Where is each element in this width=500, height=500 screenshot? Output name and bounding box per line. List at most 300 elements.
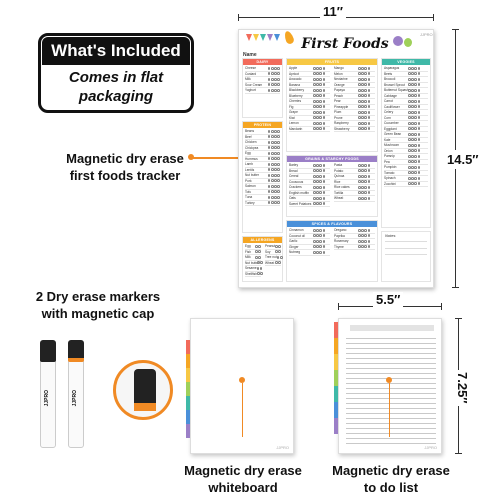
check-circle-icon[interactable] (418, 72, 421, 75)
check-circle-icon[interactable] (414, 89, 417, 92)
checkbox-dots (268, 146, 280, 149)
bunting-banner (246, 34, 280, 41)
check-circle-icon[interactable] (319, 105, 322, 108)
food-label: Garlic (289, 239, 298, 244)
check-circle-icon[interactable] (418, 100, 421, 103)
check-circle-icon[interactable] (368, 197, 371, 200)
check-circle-icon[interactable] (323, 202, 326, 205)
check-circle-icon[interactable] (277, 135, 280, 138)
tracker-width-tick-left (238, 14, 239, 21)
food-label: Cereal (289, 174, 299, 179)
check-circle-icon[interactable] (277, 201, 280, 204)
pennant-4 (267, 34, 273, 41)
checkbox-dots (358, 240, 370, 243)
check-circle-icon[interactable] (277, 179, 280, 182)
check-circle-icon[interactable] (414, 133, 417, 136)
check-circle-icon[interactable] (277, 72, 280, 75)
check-circle-icon[interactable] (277, 185, 280, 188)
check-circle-icon[interactable] (364, 122, 367, 125)
check-circle-icon[interactable] (323, 105, 326, 108)
grains-section (286, 155, 378, 217)
small-height-tick-bottom (455, 453, 462, 454)
check-circle-icon[interactable] (368, 164, 371, 167)
check-circle-icon[interactable] (368, 89, 371, 92)
protein-heading: PROTEIN (243, 122, 282, 128)
check-circle-icon[interactable] (319, 111, 322, 114)
dairy-section (242, 58, 283, 118)
check-circle-icon[interactable] (277, 83, 280, 86)
food-label: Rosemary (334, 239, 349, 244)
food-label: Wheat (265, 260, 275, 265)
check-circle-icon[interactable] (258, 256, 261, 259)
check-circle-icon[interactable] (323, 89, 326, 92)
check-circle-icon[interactable] (418, 144, 421, 147)
checkbox-dots (313, 94, 325, 97)
food-label: Mandarin (289, 126, 303, 131)
food-label: Eggplant (384, 126, 397, 131)
check-circle-icon[interactable] (414, 155, 417, 158)
whats-included-heading: What's Included (42, 37, 190, 65)
tracker-height-label: 14.5″ (447, 152, 479, 167)
food-label: Zucchini (384, 181, 396, 186)
tracker-title: First Foods (301, 36, 389, 52)
checkbox-dots (277, 256, 283, 259)
food-label: Apricot (289, 71, 299, 76)
food-label: Rice (334, 179, 341, 184)
check-circle-icon[interactable] (277, 196, 280, 199)
check-circle-icon[interactable] (319, 116, 322, 119)
check-circle-icon[interactable] (368, 72, 371, 75)
food-row (265, 261, 281, 267)
check-circle-icon[interactable] (418, 105, 421, 108)
check-circle-icon[interactable] (323, 78, 326, 81)
check-circle-icon[interactable] (368, 111, 371, 114)
check-circle-icon[interactable] (277, 157, 280, 160)
check-circle-icon[interactable] (364, 67, 367, 70)
check-circle-icon[interactable] (278, 250, 281, 253)
check-circle-icon[interactable] (418, 127, 421, 130)
checkbox-dots (358, 197, 370, 200)
check-circle-icon[interactable] (258, 245, 261, 248)
color-tab (334, 370, 338, 386)
food-label: Lemon (289, 121, 299, 126)
check-circle-icon[interactable] (364, 83, 367, 86)
check-circle-icon[interactable] (364, 127, 367, 130)
check-circle-icon[interactable] (278, 261, 281, 264)
check-circle-icon[interactable] (414, 160, 417, 163)
check-circle-icon[interactable] (277, 78, 280, 81)
tracker-name-label: Name (243, 52, 257, 58)
food-label: Nectarine (334, 77, 348, 82)
spices-list-2 (332, 227, 377, 257)
food-row (289, 127, 330, 133)
check-circle-icon[interactable] (414, 67, 417, 70)
color-tab (186, 410, 190, 424)
checkbox-dots (268, 83, 280, 86)
check-circle-icon[interactable] (319, 83, 322, 86)
tracker-callout (50, 150, 200, 184)
food-label: Turkey (245, 200, 255, 205)
check-circle-icon[interactable] (364, 100, 367, 103)
food-label: Quinoa (334, 174, 345, 179)
check-circle-icon[interactable] (277, 130, 280, 133)
check-circle-icon[interactable] (323, 127, 326, 130)
food-label: Couscous (289, 179, 304, 184)
check-circle-icon[interactable] (277, 163, 280, 166)
flat-packaging-line-2: packaging (78, 88, 154, 105)
check-circle-icon[interactable] (414, 105, 417, 108)
check-circle-icon[interactable] (414, 111, 417, 114)
check-circle-icon[interactable] (364, 169, 367, 172)
food-label: Papaya (334, 88, 345, 93)
check-circle-icon[interactable] (414, 83, 417, 86)
notes-line-1 (385, 241, 427, 242)
small-height-tick-top (455, 318, 462, 319)
checkbox-dots (408, 155, 420, 158)
small-height-label: 7.25″ (455, 372, 470, 404)
flat-packaging-line-1: Comes in flat (68, 69, 164, 86)
checkbox-dots (408, 78, 420, 81)
check-circle-icon[interactable] (368, 229, 371, 232)
food-label: Yoghurt (245, 88, 256, 93)
tracker-leader-dot (188, 154, 194, 160)
check-circle-icon[interactable] (323, 72, 326, 75)
check-circle-icon[interactable] (319, 169, 322, 172)
tracker-callout-line-1: Magnetic dry erase (66, 151, 184, 166)
checkbox-dots (268, 67, 280, 70)
checkbox-dots (275, 245, 281, 248)
check-circle-icon[interactable] (418, 177, 421, 180)
check-circle-icon[interactable] (414, 94, 417, 97)
check-circle-icon[interactable] (364, 229, 367, 232)
check-circle-icon[interactable] (414, 177, 417, 180)
check-circle-icon[interactable] (414, 182, 417, 185)
small-width-tick-right (441, 303, 442, 310)
checkbox-dots (255, 256, 261, 259)
check-circle-icon[interactable] (418, 83, 421, 86)
check-circle-icon[interactable] (323, 186, 326, 189)
check-circle-icon[interactable] (277, 141, 280, 144)
marker-orange-cap (68, 340, 84, 362)
veggies-list (382, 65, 430, 188)
checkbox-dots (313, 234, 325, 237)
food-label: Pineapple (334, 104, 349, 109)
food-label: Bread (289, 168, 298, 173)
check-circle-icon[interactable] (368, 127, 371, 130)
check-circle-icon[interactable] (368, 94, 371, 97)
check-circle-icon[interactable] (323, 245, 326, 248)
check-circle-icon[interactable] (323, 100, 326, 103)
check-circle-icon[interactable] (364, 111, 367, 114)
checkbox-dots (313, 122, 325, 125)
check-circle-icon[interactable] (364, 78, 367, 81)
notes-line-3 (385, 254, 427, 255)
check-circle-icon[interactable] (418, 67, 421, 70)
checkbox-dots (358, 111, 370, 114)
check-circle-icon[interactable] (368, 186, 371, 189)
food-label: Green Bean (384, 132, 402, 137)
check-circle-icon[interactable] (319, 180, 322, 183)
food-label: Blueberry (289, 93, 303, 98)
check-circle-icon[interactable] (319, 202, 322, 205)
checkbox-dots (358, 169, 370, 172)
check-circle-icon[interactable] (319, 72, 322, 75)
check-circle-icon[interactable] (323, 197, 326, 200)
check-circle-icon[interactable] (323, 191, 326, 194)
check-circle-icon[interactable] (319, 240, 322, 243)
check-circle-icon[interactable] (280, 256, 283, 259)
magnetic-cap-zoom (113, 360, 173, 420)
todo-line (346, 348, 436, 349)
check-circle-icon[interactable] (319, 89, 322, 92)
food-label: Broccoli (384, 77, 396, 82)
food-label: Tomato (384, 170, 395, 175)
apple-icon (404, 38, 412, 47)
notes-section (381, 231, 431, 282)
checkbox-dots (313, 116, 325, 119)
spices-heading: SPICES & FLAVOURS (287, 221, 377, 227)
check-circle-icon[interactable] (364, 94, 367, 97)
checkbox-dots (313, 105, 325, 108)
fruits-heading: FRUITS (287, 59, 377, 65)
check-circle-icon[interactable] (418, 94, 421, 97)
check-circle-icon[interactable] (368, 180, 371, 183)
check-circle-icon[interactable] (414, 72, 417, 75)
todo-leader-line (389, 383, 391, 437)
check-circle-icon[interactable] (323, 116, 326, 119)
check-circle-icon[interactable] (323, 111, 326, 114)
check-circle-icon[interactable] (368, 105, 371, 108)
food-label: Shellfish (245, 271, 258, 276)
check-circle-icon[interactable] (277, 67, 280, 70)
pennant-3 (260, 34, 266, 41)
check-circle-icon[interactable] (319, 67, 322, 70)
marker-black-brand: JJPRO (44, 390, 50, 407)
check-circle-icon[interactable] (418, 78, 421, 81)
check-circle-icon[interactable] (277, 174, 280, 177)
check-circle-icon[interactable] (364, 175, 367, 178)
check-circle-icon[interactable] (364, 116, 367, 119)
check-circle-icon[interactable] (364, 105, 367, 108)
check-circle-icon[interactable] (319, 100, 322, 103)
todo-line (346, 338, 436, 339)
food-label: Wheat (334, 196, 344, 201)
check-circle-icon[interactable] (364, 197, 367, 200)
check-circle-icon[interactable] (364, 180, 367, 183)
marker-orange-brand: JJPRO (72, 390, 78, 407)
check-circle-icon[interactable] (364, 234, 367, 237)
food-label: Cabbage (384, 93, 397, 98)
check-circle-icon[interactable] (319, 175, 322, 178)
check-circle-icon[interactable] (368, 240, 371, 243)
check-circle-icon[interactable] (414, 149, 417, 152)
check-circle-icon[interactable] (364, 164, 367, 167)
checkbox-dots (408, 166, 420, 169)
check-circle-icon[interactable] (414, 127, 417, 130)
food-label: Crackers (289, 185, 302, 190)
check-circle-icon[interactable] (364, 245, 367, 248)
food-label: Prune (334, 115, 343, 120)
food-label: Cauliflower (384, 104, 400, 109)
check-circle-icon[interactable] (323, 240, 326, 243)
check-circle-icon[interactable] (418, 160, 421, 163)
check-circle-icon[interactable] (319, 186, 322, 189)
check-circle-icon[interactable] (368, 100, 371, 103)
food-label: Blackberry (289, 88, 305, 93)
check-circle-icon[interactable] (323, 94, 326, 97)
eggplant-icon (393, 36, 403, 46)
check-circle-icon[interactable] (258, 250, 261, 253)
check-circle-icon[interactable] (323, 175, 326, 178)
check-circle-icon[interactable] (368, 234, 371, 237)
whiteboard-callout-line-1: Magnetic dry erase (184, 463, 302, 478)
checkbox-dots (268, 157, 280, 160)
check-circle-icon[interactable] (319, 229, 322, 232)
check-circle-icon[interactable] (319, 234, 322, 237)
check-circle-icon[interactable] (414, 100, 417, 103)
check-circle-icon[interactable] (368, 191, 371, 194)
checkbox-dots (408, 171, 420, 174)
checkbox-dots (313, 67, 325, 70)
food-label: Nutmeg (289, 250, 301, 255)
check-circle-icon[interactable] (277, 152, 280, 155)
checkbox-dots (408, 138, 420, 141)
food-label: Pea (384, 159, 390, 164)
check-circle-icon[interactable] (277, 146, 280, 149)
check-circle-icon[interactable] (414, 78, 417, 81)
check-circle-icon[interactable] (414, 166, 417, 169)
check-circle-icon[interactable] (414, 144, 417, 147)
check-circle-icon[interactable] (319, 245, 322, 248)
check-circle-icon[interactable] (418, 133, 421, 136)
checkbox-dots (358, 72, 370, 75)
check-circle-icon[interactable] (364, 89, 367, 92)
check-circle-icon[interactable] (418, 171, 421, 174)
check-circle-icon[interactable] (277, 256, 280, 259)
check-circle-icon[interactable] (319, 122, 322, 125)
check-circle-icon[interactable] (414, 171, 417, 174)
check-circle-icon[interactable] (323, 229, 326, 232)
check-circle-icon[interactable] (418, 116, 421, 119)
food-label: Custard (245, 71, 257, 76)
protein-list (243, 128, 282, 207)
check-circle-icon[interactable] (319, 94, 322, 97)
color-tab (334, 402, 338, 418)
check-circle-icon[interactable] (414, 138, 417, 141)
checkbox-dots (358, 180, 370, 183)
check-circle-icon[interactable] (368, 67, 371, 70)
check-circle-icon[interactable] (323, 169, 326, 172)
check-circle-icon[interactable] (323, 164, 326, 167)
check-circle-icon[interactable] (323, 251, 326, 254)
food-label: Orange (334, 82, 345, 87)
checkbox-dots (313, 111, 325, 114)
check-circle-icon[interactable] (277, 168, 280, 171)
check-circle-icon[interactable] (368, 116, 371, 119)
checkbox-dots (408, 105, 420, 108)
check-circle-icon[interactable] (319, 78, 322, 81)
food-label: Plum (334, 110, 342, 115)
spices-list-1 (287, 227, 332, 257)
notes-line-2 (385, 248, 427, 249)
check-circle-icon[interactable] (368, 175, 371, 178)
color-tab (186, 382, 190, 396)
food-label: Butternut Squash (384, 88, 409, 93)
checkbox-dots (313, 229, 325, 232)
food-label: Pear (334, 99, 341, 104)
todo-callout-line-2: to do list (363, 480, 419, 495)
check-circle-icon[interactable] (323, 234, 326, 237)
check-circle-icon[interactable] (368, 83, 371, 86)
flat-packaging-text (44, 68, 188, 106)
check-circle-icon[interactable] (323, 67, 326, 70)
todo-line (346, 383, 436, 384)
check-circle-icon[interactable] (418, 155, 421, 158)
check-circle-icon[interactable] (364, 186, 367, 189)
color-tab (334, 338, 338, 354)
check-circle-icon[interactable] (418, 89, 421, 92)
check-circle-icon[interactable] (323, 83, 326, 86)
check-circle-icon[interactable] (418, 182, 421, 185)
food-label: Mushroom (384, 143, 400, 148)
check-circle-icon[interactable] (418, 138, 421, 141)
checkbox-dots (358, 164, 370, 167)
check-circle-icon[interactable] (277, 89, 280, 92)
magnetic-cap-ring (134, 403, 156, 411)
food-row (334, 127, 375, 133)
check-circle-icon[interactable] (414, 122, 417, 125)
check-circle-icon[interactable] (257, 267, 260, 270)
check-circle-icon[interactable] (364, 191, 367, 194)
check-circle-icon[interactable] (319, 127, 322, 130)
check-circle-icon[interactable] (418, 111, 421, 114)
check-circle-icon[interactable] (368, 122, 371, 125)
check-circle-icon[interactable] (364, 240, 367, 243)
check-circle-icon[interactable] (277, 190, 280, 193)
food-label: Pumpkin (384, 165, 397, 170)
check-circle-icon[interactable] (368, 245, 371, 248)
food-label: Rice cakes (334, 185, 350, 190)
todo-line (346, 408, 436, 409)
check-circle-icon[interactable] (319, 251, 322, 254)
check-circle-icon[interactable] (319, 164, 322, 167)
check-circle-icon[interactable] (323, 180, 326, 183)
check-circle-icon[interactable] (319, 197, 322, 200)
check-circle-icon[interactable] (418, 122, 421, 125)
whiteboard-callout-line-2: whiteboard (208, 480, 278, 495)
checkbox-dots (268, 78, 280, 81)
check-circle-icon[interactable] (368, 78, 371, 81)
check-circle-icon[interactable] (319, 191, 322, 194)
food-row (334, 245, 375, 251)
check-circle-icon[interactable] (323, 122, 326, 125)
check-circle-icon[interactable] (364, 72, 367, 75)
check-circle-icon[interactable] (278, 245, 281, 248)
check-circle-icon[interactable] (418, 149, 421, 152)
checkbox-dots (408, 177, 420, 180)
checkbox-dots (313, 164, 325, 167)
color-tab (186, 424, 190, 438)
todo-line (346, 343, 436, 344)
checkbox-dots (268, 174, 280, 177)
check-circle-icon[interactable] (368, 169, 371, 172)
checkbox-dots (358, 122, 370, 125)
food-label: Cinnamon (289, 228, 304, 233)
checkbox-dots (358, 94, 370, 97)
check-circle-icon[interactable] (418, 166, 421, 169)
check-circle-icon[interactable] (414, 116, 417, 119)
food-label: Banana (289, 82, 300, 87)
